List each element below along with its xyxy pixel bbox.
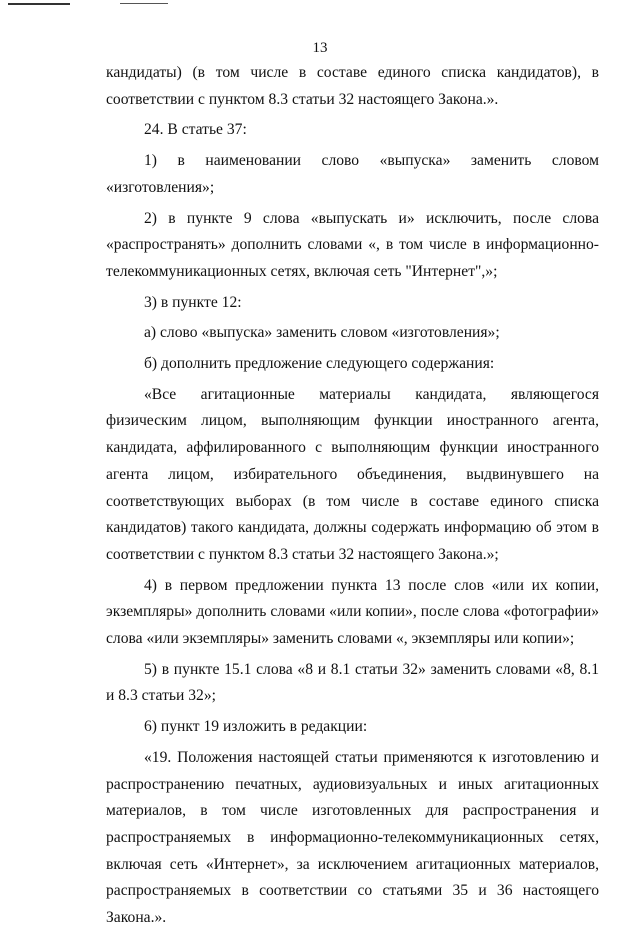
paragraph: 5) в пункте 15.1 слова «8 и 8.1 статьи 32» заменить словами «8, 8.1 и 8.3 статьи 32»;: [106, 660, 599, 705]
scan-line: [120, 3, 168, 4]
document-body: [106, 60, 599, 932]
paragraph: 6) пункт 19 изложить в редакции:: [144, 718, 368, 736]
paragraph: 1) в наименовании слово «выпуска» заменить словом «изготовления»;: [106, 152, 599, 196]
quoted-paragraph: «19. Положения настоящей статьи применяются к изготовлению и распространению печатных, аудиовизуальных и иных агитационных материалов, в том числе изготовленных для распространения и распространяемых в информационно-телекоммуникационных сетях, включая сеть «Интернет», за исключением агитационных материалов, распространяемых в соответствии со статьями 35 и 36 настоящего Закона.».: [106, 748, 599, 927]
paragraph: 3) в пункте 12:: [144, 293, 242, 311]
paragraph: а) слово «выпуска» заменить словом «изготовления»;: [144, 324, 500, 342]
scan-edge-mark: [0, 3, 640, 7]
paragraph: кандидаты) (в том числе в составе единого списка кандидатов), в соответствии с пунктом 8.3 статьи 32 настоящего Закона.».: [106, 64, 599, 108]
paragraph: 4) в первом предложении пункта 13 после слов «или их копии, экземпляры» дополнить словами «или копии», после слова «фотографии» слова «или экземпляры» заменить словами «, экземпляры или копии»;: [106, 576, 599, 648]
paragraph: 2) в пункте 9 слова «выпускать и» исключить, после слова «распространять» дополнить словами «, в том числе в информационно-телекоммуникационных сетях, включая сеть "Интернет",»;: [106, 209, 599, 280]
paragraph: 24. В статье 37:: [144, 121, 247, 139]
quoted-paragraph: «Все агитационные материалы кандидата, являющегося физическим лицом, выполняющим функции иностранного агента, кандидата, аффилированного с выполняющим функции иностранного агента лицом, избирательного объединения, выдвинувшего на соответствующих выборах (в том числе в составе единого списка кандидатов) такого кандидата, должны содержать информацию об этом в соответствии с пунктом 8.3 статьи 32 настоящего Закона.»;: [106, 385, 599, 563]
scan-line: [8, 3, 70, 5]
paragraph: б) дополнить предложение следующего содержания:: [144, 355, 495, 373]
page-number: 13: [312, 40, 328, 56]
